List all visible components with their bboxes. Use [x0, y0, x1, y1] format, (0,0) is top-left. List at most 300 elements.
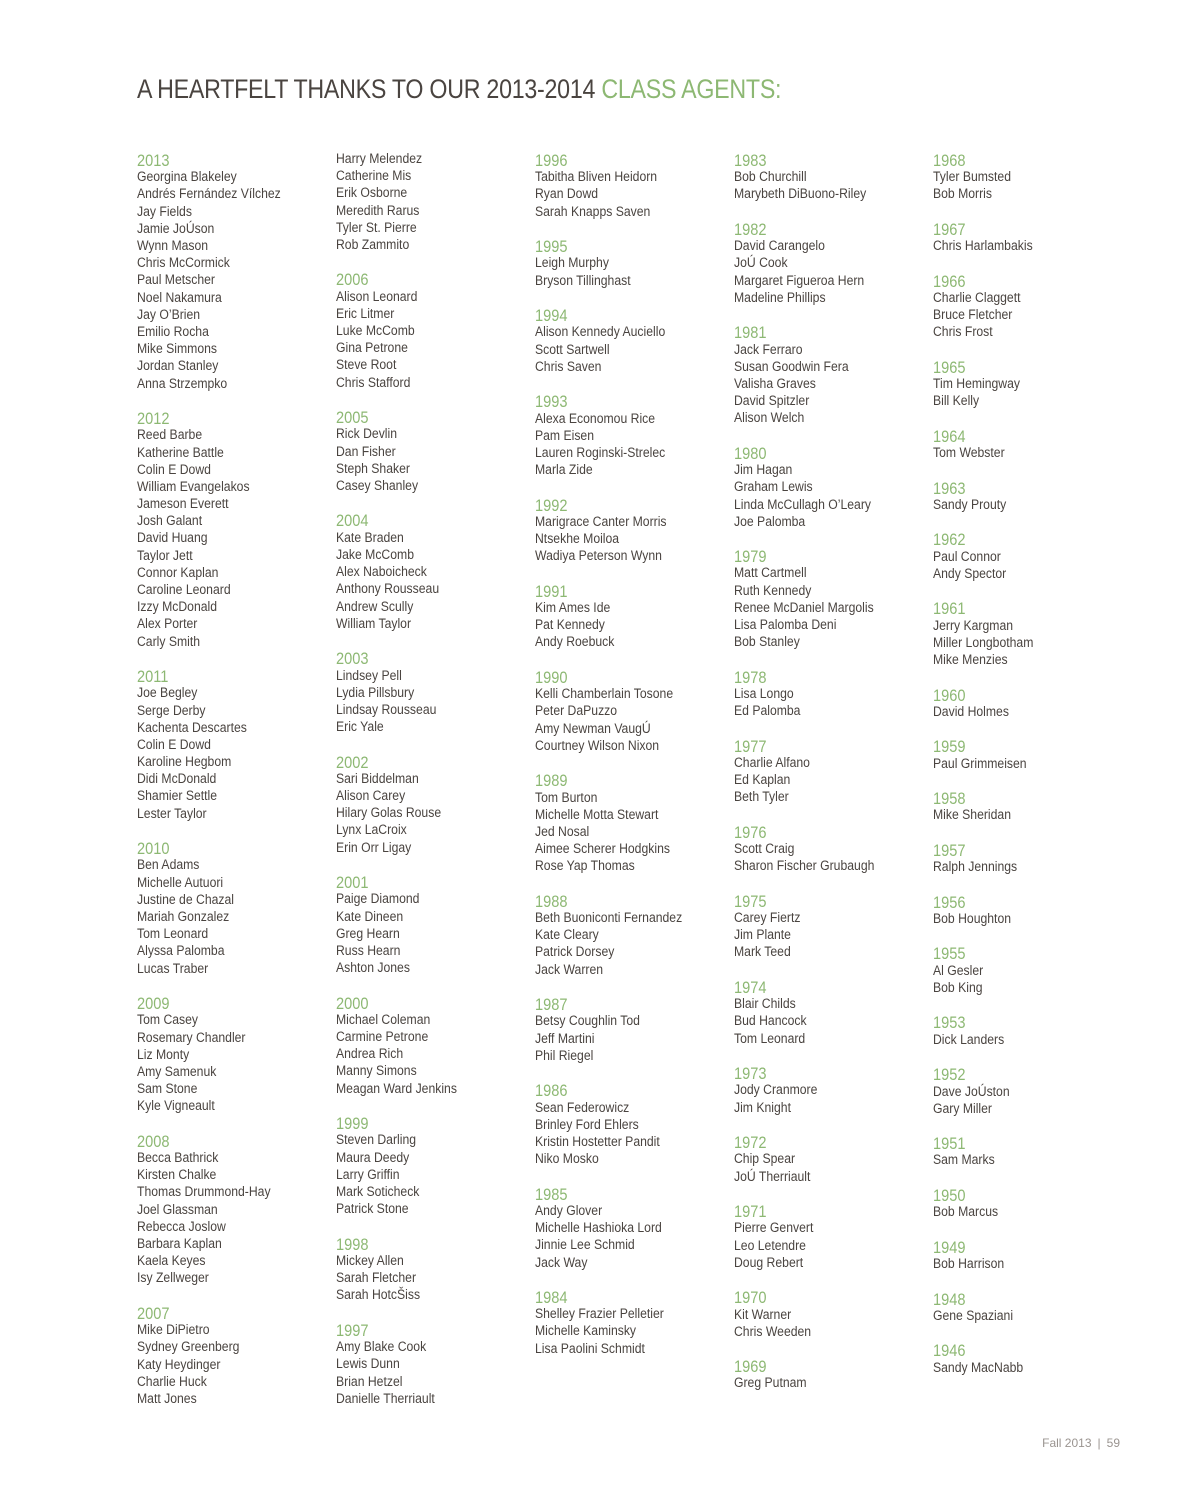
class-year: 1960	[933, 685, 966, 705]
agent-name: Tim Hemingway	[933, 376, 1021, 393]
agent-name: Jordan Stanley	[137, 358, 219, 375]
class-group	[336, 409, 508, 495]
class-group	[137, 410, 309, 651]
agent-name: Colin E Dowd	[137, 461, 211, 478]
agent-name: Isy Zellweger	[137, 1270, 209, 1287]
agent-name: Rose Yap Thomas	[535, 858, 635, 875]
agent-name: Colin E Dowd	[137, 736, 211, 753]
agent-name: Michael Coleman	[336, 1011, 431, 1028]
agent-name: Rob Zammito	[336, 236, 410, 253]
agent-name: Chris Harlambakis	[933, 238, 1033, 255]
agent-name: Beth Tyler	[734, 789, 789, 806]
agent-name: Pam Eisen	[535, 427, 595, 444]
class-group	[734, 1134, 906, 1186]
agent-name: Andy Roebuck	[535, 634, 615, 651]
agent-name: Caroline Leonard	[137, 582, 231, 599]
page-number: 59	[1106, 1436, 1120, 1450]
agent-name: Chris Saven	[535, 358, 602, 375]
agent-name: Mark Teed	[734, 944, 791, 961]
column-3	[535, 151, 707, 1375]
class-group	[535, 497, 707, 566]
agent-name: Niko Mosko	[535, 1151, 599, 1168]
agent-name: Joe Palomba	[734, 513, 806, 530]
agent-name: Didi McDonald	[137, 771, 217, 788]
class-year: 2003	[336, 649, 369, 669]
agent-name: Brinley Ford Ehlers	[535, 1116, 639, 1133]
class-year: 2006	[336, 270, 369, 290]
class-group	[336, 1115, 508, 1218]
issue-label: Fall 2013	[1042, 1436, 1092, 1450]
agent-name: Carey Fiertz	[734, 910, 801, 927]
class-group	[734, 548, 906, 651]
agent-name: Mickey Allen	[336, 1252, 404, 1269]
agent-name: Charlie Claggett	[933, 290, 1021, 307]
agent-name: David Spitzler	[734, 393, 810, 410]
agent-name: Jay Fields	[137, 203, 192, 220]
agent-name: Sarah Knapps Saven	[535, 203, 651, 220]
class-group	[535, 152, 707, 221]
class-group	[535, 893, 707, 979]
agent-name: Connor Kaplan	[137, 564, 219, 581]
agent-name: Ed Palomba	[734, 703, 801, 720]
class-year: 2004	[336, 511, 369, 531]
agent-name: Tom Leonard	[734, 1030, 806, 1047]
agent-name: Charlie Alfano	[734, 754, 810, 771]
agent-name: Eric Litmer	[336, 305, 395, 322]
class-year: 1993	[535, 392, 568, 412]
class-group	[734, 824, 906, 876]
agent-name: Rebecca Joslow	[137, 1218, 226, 1235]
agent-name: Doug Rebert	[734, 1254, 804, 1271]
class-year: 1969	[734, 1357, 767, 1377]
agent-name: Margaret Figueroa Hern	[734, 272, 865, 289]
agent-name: Greg Putnam	[734, 1375, 807, 1392]
class-year: 2005	[336, 408, 369, 428]
agent-name: Marla Zide	[535, 462, 593, 479]
agent-name: Jody Cranmore	[734, 1082, 818, 1099]
agent-name: Josh Galant	[137, 513, 203, 530]
agent-name: Liz Monty	[137, 1046, 190, 1063]
agent-name: Tom Casey	[137, 1012, 199, 1029]
agent-name: Wynn Mason	[137, 238, 209, 255]
agent-name: Lynx LaCroix	[336, 822, 407, 839]
agent-name: Lisa Paolini Schmidt	[535, 1340, 645, 1357]
agent-name: Jameson Everett	[137, 496, 229, 513]
agent-name: Izzy McDonald	[137, 599, 218, 616]
class-year: 1957	[933, 840, 966, 860]
agent-name: Sari Biddelman	[336, 770, 419, 787]
class-year: 1950	[933, 1185, 966, 1205]
class-group	[933, 273, 1105, 342]
class-year: 1985	[535, 1184, 568, 1204]
agent-name: Kaela Keyes	[137, 1253, 206, 1270]
agent-name: Meredith Rarus	[336, 202, 420, 219]
column-2	[336, 151, 508, 1425]
agent-name: Jeff Martini	[535, 1030, 595, 1047]
class-group	[933, 1342, 1105, 1376]
class-year: 1952	[933, 1065, 966, 1085]
class-group	[535, 393, 707, 479]
class-group	[535, 772, 707, 875]
agent-name: Amy Newman VaugÚ	[535, 720, 651, 737]
agent-name: Paul Grimmeisen	[933, 755, 1027, 772]
agent-name: Kachenta Descartes	[137, 719, 247, 736]
agent-name: Marybeth DiBuono-Riley	[734, 186, 867, 203]
agent-name: Lucas Traber	[137, 960, 209, 977]
agent-name: Shamier Settle	[137, 788, 218, 805]
agent-name: Pierre Genvert	[734, 1220, 814, 1237]
class-year: 1992	[535, 495, 568, 515]
agent-name: Alex Naboicheck	[336, 564, 427, 581]
class-group	[933, 1135, 1105, 1169]
column-5	[933, 151, 1105, 1394]
agent-name: Rosemary Chandler	[137, 1029, 246, 1046]
class-group	[336, 1236, 508, 1305]
class-group	[535, 583, 707, 652]
agent-name: Al Gesler	[933, 962, 984, 979]
agent-name: Barbara Kaplan	[137, 1236, 222, 1253]
class-group	[933, 687, 1105, 721]
class-group	[336, 650, 508, 736]
agent-name: Ashton Jones	[336, 960, 410, 977]
agent-name: Jim Plante	[734, 927, 791, 944]
class-year: 1971	[734, 1202, 767, 1222]
agent-name: Andrés Fernández Vílchez	[137, 186, 281, 203]
agent-name: Jack Warren	[535, 961, 604, 978]
agent-name: Eric Yale	[336, 719, 384, 736]
agent-name: Peter DaPuzzo	[535, 703, 618, 720]
footer-separator: |	[1097, 1436, 1101, 1450]
agent-name: Erin Orr Ligay	[336, 839, 412, 856]
agent-name: Danielle Therriault	[336, 1390, 435, 1407]
class-year: 1979	[734, 547, 767, 567]
agent-name: Noel Nakamura	[137, 289, 222, 306]
agent-name: Alison Welch	[734, 410, 805, 427]
agent-name: Erik Osborne	[336, 185, 408, 202]
agent-name: Lindsay Rousseau	[336, 701, 437, 718]
agent-name: Tom Leonard	[137, 926, 209, 943]
agent-name: Matt Jones	[137, 1390, 197, 1407]
class-group	[933, 480, 1105, 514]
agent-name: Ryan Dowd	[535, 186, 599, 203]
agent-name: Dan Fisher	[336, 443, 396, 460]
agent-name: Thomas Drummond-Hay	[137, 1184, 271, 1201]
agent-name: Mike Simmons	[137, 341, 218, 358]
class-group	[933, 842, 1105, 876]
agent-name: Pat Kennedy	[535, 617, 605, 634]
class-year: 1984	[535, 1288, 568, 1307]
agent-name: Marigrace Canter Morris	[535, 513, 667, 530]
class-year: 1955	[933, 944, 966, 964]
agent-name: Maura Deedy	[336, 1149, 410, 1166]
agent-name: Casey Shanley	[336, 478, 419, 494]
agent-name: Sharon Fischer Grubaugh	[734, 858, 875, 875]
class-year: 1974	[734, 977, 767, 997]
class-year: 1973	[734, 1064, 767, 1084]
agent-name: Bob Stanley	[734, 634, 800, 651]
class-year: 2001	[336, 873, 369, 893]
class-year: 2011	[137, 667, 169, 687]
agent-name: Jinnie Lee Schmid	[535, 1237, 635, 1254]
class-year: 1968	[933, 151, 966, 170]
agent-name: Phil Riegel	[535, 1047, 594, 1064]
class-year: 1948	[933, 1289, 966, 1309]
class-group	[734, 893, 906, 962]
class-year: 1997	[336, 1320, 369, 1340]
agent-name: Hilary Golas Rouse	[336, 805, 442, 822]
agent-name: Jamie JoÚson	[137, 220, 215, 237]
agent-name: Luke McComb	[336, 323, 415, 340]
agent-name: Kyle Vigneault	[137, 1098, 215, 1115]
agent-name: Jack Way	[535, 1254, 588, 1271]
class-year: 2010	[137, 839, 170, 859]
agent-name: Bob Morris	[933, 186, 992, 203]
agent-name: Ed Kaplan	[734, 772, 791, 789]
agent-name: Joe Begley	[137, 685, 198, 702]
class-year: 1970	[734, 1288, 767, 1308]
agent-name: Kate Braden	[336, 529, 404, 546]
agent-name: Charlie Huck	[137, 1373, 207, 1390]
agent-name: Joel Glassman	[137, 1201, 218, 1218]
agent-name: Bruce Fletcher	[933, 307, 1013, 324]
class-year: 1982	[734, 219, 767, 239]
class-group	[734, 1358, 906, 1392]
agent-name: Alexa Economou Rice	[535, 410, 656, 427]
agent-name: Aimee Scherer Hodgkins	[535, 841, 670, 858]
class-group	[933, 1187, 1105, 1221]
agent-name: Patrick Stone	[336, 1201, 409, 1218]
class-year: 1965	[933, 357, 966, 377]
class-group	[933, 531, 1105, 583]
agent-name: Taylor Jett	[137, 547, 193, 564]
agent-name: Michelle Hashioka Lord	[535, 1220, 662, 1237]
agent-name: Chris Weeden	[734, 1323, 812, 1340]
agent-name: Sean Federowicz	[535, 1099, 630, 1116]
class-year: 1981	[734, 323, 767, 343]
class-group	[734, 324, 906, 427]
class-group	[933, 1066, 1105, 1118]
class-group	[336, 151, 508, 254]
agent-name: Kim Ames Ide	[535, 600, 611, 617]
agent-name: JoÚ Cook	[734, 255, 788, 272]
agent-name: Bill Kelly	[933, 393, 980, 410]
class-group	[933, 1239, 1105, 1273]
agent-name: Anthony Rousseau	[336, 581, 440, 598]
agent-name: Gina Petrone	[336, 340, 408, 357]
agent-name: Gene Spaziani	[933, 1307, 1014, 1324]
class-year: 1961	[933, 599, 966, 619]
agent-name: Lewis Dunn	[336, 1356, 400, 1373]
class-group	[535, 307, 707, 376]
class-year: 2008	[137, 1131, 170, 1151]
agent-name: Andrew Scully	[336, 598, 414, 615]
agent-name: Leo Letendre	[734, 1237, 806, 1254]
agent-name: Ntsekhe Moiloa	[535, 531, 620, 548]
agent-name: Anna Strzempko	[137, 375, 228, 392]
agent-name: Chris Frost	[933, 324, 993, 341]
agent-name: Brian Hetzel	[336, 1373, 403, 1390]
agent-name: Miller Longbotham	[933, 634, 1034, 651]
agent-name: Steph Shaker	[336, 460, 410, 477]
agent-name: Tabitha Bliven Heidorn	[535, 169, 658, 186]
column-1	[137, 151, 309, 1425]
agent-name: Carly Smith	[137, 633, 201, 650]
agent-name: Lydia Pillsbury	[336, 684, 415, 701]
agent-name: Jim Hagan	[734, 462, 793, 479]
agent-name: Bob King	[933, 979, 983, 996]
class-group	[336, 995, 508, 1098]
agent-name: Mariah Gonzalez	[137, 909, 230, 926]
class-year: 1983	[734, 151, 767, 170]
agent-name: Harry Melendez	[336, 151, 423, 167]
agent-name: Valisha Graves	[734, 375, 816, 392]
class-group	[933, 790, 1105, 824]
agent-name: David Holmes	[933, 703, 1009, 720]
agent-name: Andrea Rich	[336, 1046, 404, 1063]
agent-name: William Evangelakos	[137, 478, 250, 495]
class-year: 1967	[933, 219, 966, 239]
class-group	[535, 238, 707, 290]
class-group	[137, 840, 309, 978]
class-group	[933, 1014, 1105, 1048]
class-group	[336, 512, 508, 632]
agent-name: Wadiya Peterson Wynn	[535, 548, 662, 565]
class-year: 1986	[535, 1081, 568, 1101]
class-group	[933, 1291, 1105, 1325]
agent-name: Rick Devlin	[336, 426, 398, 443]
agent-name: Katy Heydinger	[137, 1356, 221, 1373]
agent-name: Bryson Tillinghast	[535, 272, 631, 289]
agent-name: Scott Sartwell	[535, 341, 610, 358]
agent-name: Kate Dineen	[336, 908, 404, 925]
agent-name: Amy Samenuk	[137, 1063, 217, 1080]
class-year: 2009	[137, 994, 170, 1014]
class-group	[933, 359, 1105, 411]
agent-name: Lauren Roginski-Strelec	[535, 444, 666, 461]
agent-name: Bud Hancock	[734, 1013, 807, 1030]
agent-name: Ralph Jennings	[933, 859, 1018, 876]
agent-name: Andy Spector	[933, 565, 1007, 582]
agent-name: Beth Buoniconti Fernandez	[535, 910, 683, 927]
agent-name: Karoline Hegbom	[137, 754, 232, 771]
agent-name: Jay O’Brien	[137, 306, 201, 323]
agent-name: Tom Webster	[933, 445, 1005, 462]
agent-name: Paul Metscher	[137, 272, 215, 289]
class-group	[933, 221, 1105, 255]
agent-name: Amy Blake Cook	[336, 1339, 427, 1356]
agent-name: Steven Darling	[336, 1132, 417, 1149]
agent-name: Lindsey Pell	[336, 667, 402, 684]
class-year: 2012	[137, 409, 170, 429]
agent-name: Chris McCormick	[137, 255, 230, 272]
class-year: 1949	[933, 1237, 966, 1257]
class-year: 1978	[734, 667, 767, 687]
page-footer	[1042, 1436, 1120, 1450]
agent-name: Serge Derby	[137, 702, 206, 719]
agent-name: Susan Goodwin Fera	[734, 358, 849, 375]
class-group	[734, 445, 906, 531]
agent-name: Alison Carey	[336, 788, 406, 805]
agent-name: Steve Root	[336, 357, 397, 374]
class-year: 1963	[933, 478, 966, 498]
agent-name: Chip Spear	[734, 1151, 796, 1168]
class-group	[535, 1289, 707, 1358]
agent-name: Sam Stone	[137, 1081, 198, 1098]
class-group	[734, 221, 906, 307]
agent-name: Renee McDaniel Margolis	[734, 599, 874, 616]
class-year: 1999	[336, 1114, 369, 1134]
agent-name: David Carangelo	[734, 238, 825, 255]
class-group	[933, 152, 1105, 204]
class-group	[734, 738, 906, 807]
agent-name: Dick Landers	[933, 1031, 1005, 1048]
agent-name: Catherine Mis	[336, 168, 412, 185]
agent-name: Courtney Wilson Nixon	[535, 737, 660, 754]
class-year: 1966	[933, 271, 966, 291]
agent-name: Chris Stafford	[336, 374, 411, 391]
agent-name: Kelli Chamberlain Tosone	[535, 686, 674, 703]
agent-name: Alex Porter	[137, 616, 198, 633]
class-group	[734, 152, 906, 204]
agent-name: Katherine Battle	[137, 444, 224, 461]
agent-name: Mike Menzies	[933, 652, 1008, 669]
class-year: 1964	[933, 426, 966, 446]
agent-name: Meagan Ward Jenkins	[336, 1080, 457, 1097]
agent-name: Michelle Motta Stewart	[535, 806, 659, 823]
agent-name: Alison Kennedy Auciello	[535, 324, 666, 341]
agent-name: Paige Diamond	[336, 891, 420, 908]
agent-name: Becca Bathrick	[137, 1150, 219, 1167]
class-year: 1959	[933, 737, 966, 757]
class-year: 1976	[734, 822, 767, 842]
agent-name: Emilio Rocha	[137, 323, 209, 340]
class-group	[336, 754, 508, 857]
agent-name: Patrick Dorsey	[535, 944, 615, 961]
class-group	[933, 428, 1105, 462]
class-group	[535, 669, 707, 755]
class-year: 1989	[535, 771, 568, 791]
class-year: 1956	[933, 892, 966, 912]
class-year: 1958	[933, 789, 966, 809]
agent-name: David Huang	[137, 530, 208, 547]
agent-name: Mike DiPietro	[137, 1322, 210, 1339]
agent-name: Blair Childs	[734, 996, 796, 1013]
agent-name: Sydney Greenberg	[137, 1339, 240, 1356]
agent-name: Bob Harrison	[933, 1256, 1005, 1273]
agent-name: Jack Ferraro	[734, 341, 803, 358]
agent-name: Tyler St. Pierre	[336, 219, 417, 236]
class-year: 1951	[933, 1134, 966, 1154]
class-group	[137, 668, 309, 823]
agent-name: Russ Hearn	[336, 942, 401, 959]
agent-name: Scott Craig	[734, 841, 795, 858]
agent-name: Michelle Autuori	[137, 874, 224, 891]
agent-name: Ben Adams	[137, 857, 200, 874]
class-group	[137, 1133, 309, 1288]
class-group	[336, 1322, 508, 1408]
class-group	[535, 996, 707, 1065]
agent-name: Georgina Blakeley	[137, 169, 237, 186]
agent-name: Sarah HotcŠiss	[336, 1287, 421, 1304]
agent-name: Alyssa Palomba	[137, 943, 225, 960]
class-group	[933, 738, 1105, 772]
page-heading	[137, 74, 781, 105]
heading-accent: CLASS AGENTS:	[601, 74, 782, 104]
class-group	[137, 995, 309, 1115]
agent-name: William Taylor	[336, 615, 412, 632]
class-year: 2002	[336, 752, 369, 772]
agent-name: Justine de Chazal	[137, 891, 234, 908]
